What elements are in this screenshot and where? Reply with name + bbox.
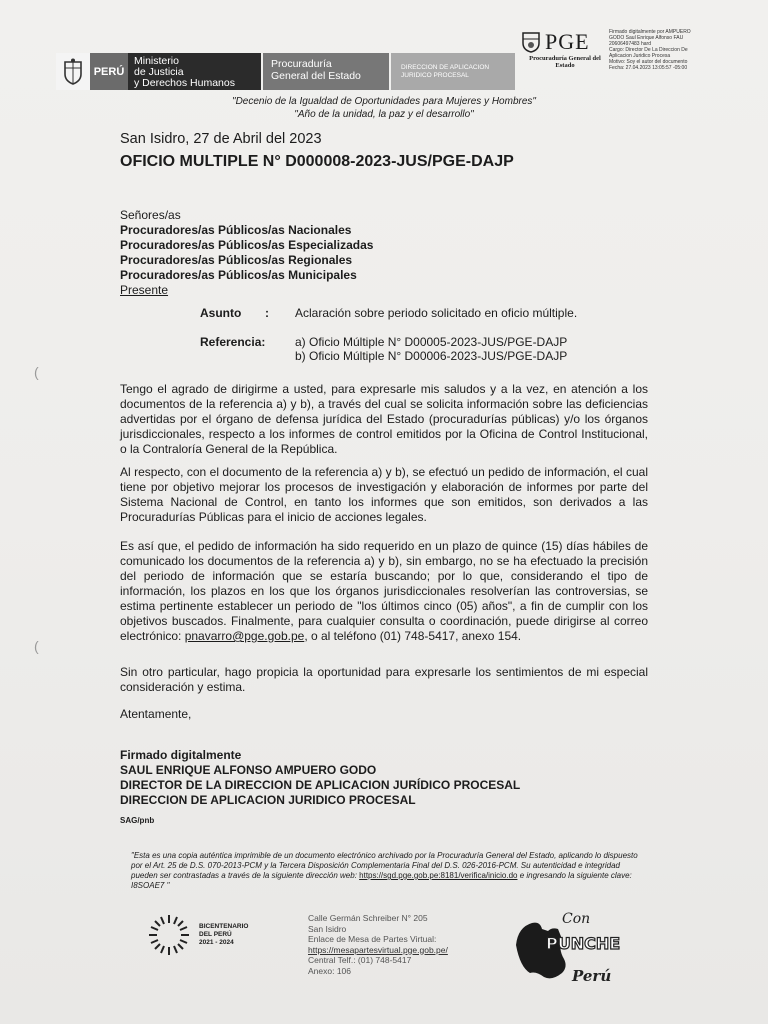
asunto-colon: :	[265, 306, 269, 320]
digital-signature-stamp: Firmado digitalmente por AMPUERO GODO Saul Enrique Alfonso FAU 20606497483 hard Cargo: Director De La Direccion De Aplicacion Juridico Procesa Motivo: Soy el autor del documento Fecha: 27.04.2023 13:05:57 -05:00	[609, 29, 691, 71]
closing: Atentamente,	[120, 707, 192, 721]
verification-link[interactable]: https://sgd.pge.gob.pe:8181/verifica/inicio.do	[359, 871, 518, 880]
asunto-label: Asunto	[200, 306, 242, 320]
svg-text:PUNCHE: PUNCHE	[546, 934, 621, 953]
referencia-item: b) Oficio Múltiple N° D00006-2023-JUS/PGE-DAJP	[295, 349, 568, 363]
punch-hole-mark: (	[34, 638, 39, 654]
recipient-line: Procuradores/as Públicos/as Municipales	[120, 268, 357, 282]
procuraduria-label: Procuraduría General del Estado	[263, 53, 389, 90]
pge-subtitle: Procuraduría General del Estado	[529, 55, 601, 69]
oficio-number: OFICIO MULTIPLE N° D000008-2023-JUS/PGE-DAJP	[120, 153, 514, 170]
authenticity-note: "Esta es una copia auténtica imprimible de un documento electrónico archivado por la Procuraduría General del Estado, aplicando lo dispuesto por el Art. 25 de D.S. 070-2013-PCM y la Tercera Disposición Complementaria Final del D.S. 026-2016-PCM. Su autenticidad e integridad pueden ser contrastadas a través de la siguiente dirección web: https://sgd.pge.gob.pe:8181/verifica/inicio.do e ingresando la siguiente clave: I8SOAE7 "	[131, 851, 638, 890]
recipients-block	[120, 208, 373, 298]
direccion-label: DIRECCION DE APLICACION JURIDICO PROCESAL	[391, 53, 515, 90]
referencia-label: Referencia:	[200, 335, 266, 349]
decade-quote: "Decenio de la Igualdad de Oportunidades para Mujeres y Hombres"	[232, 96, 536, 107]
signer-block: Firmado digitalmente SAUL ENRIQUE ALFONSO AMPUERO GODO DIRECTOR DE LA DIRECCION DE APLICACION JURÍDICO PROCESAL DIRECCION DE APLICACION JURIDICO PROCESAL	[120, 748, 521, 807]
paragraph-3: Es así que, el pedido de información ha sido requerido en un plazo de quince (15) días hábiles de comunicado los documentos de la referencia a) y b), sin embargo, no se ha efectuado la precisión del periodo de información que se estaría buscando; por lo que, considerando el tipo de información, los plazos en los que los órganos jurisdiccionales resolverían las controversias, se estima pertinente establecer un periodo de "los últimos cinco (05) años", a fin de cumplir con los objetivos buscados. Finalmente, para cualquier consulta o coordinación, puede dirigirse al correo electrónico: pnavarro@pge.gob.pe, o al teléfono (01) 748-5417, anexo 154.	[120, 539, 648, 643]
mesa-partes-link[interactable]: https://mesapartesvirtual.pge.gob.pe/	[308, 944, 448, 955]
bicentenario-logo: BICENTENARIO DEL PERÚ 2021 - 2024	[147, 913, 248, 957]
pge-text: PGE	[545, 29, 590, 54]
paragraph-4: Sin otro particular, hago propicia la oportunidad para expresarle los sentimientos de mi especial consideración y estima.	[120, 665, 648, 694]
document-date: San Isidro, 27 de Abril del 2023	[120, 131, 322, 147]
paragraph-2: Al respecto, con el documento de la referencia a) y b), se efectuó un pedido de información, el cual tiene por objetivo mejorar los procesos de investigación y elaboración de informes por parte del Sistema Nacional de Control, en tanto los informes que son emitidos, son derivados a las Procuradurías Públicas para el inicio de acciones legales.	[120, 465, 648, 524]
paragraph-1: Tengo el agrado de dirigirme a usted, para expresarle mis saludos y a la vez, en atención a los documentos de la referencia a) y b), a través del cual se solicita información sobre las deficiencias advertidas por el órgano de defensa jurídica del Estado (procuradurías públicas) y/o los órganos jurisdiccionales, respecto a los informes de control emitidos por la Oficina de Control Institucional, o la Contraloría General de la República.	[120, 382, 648, 456]
referencia-item: a) Oficio Múltiple N° D00005-2023-JUS/PGE-DAJP	[295, 335, 568, 349]
pge-shield-icon	[521, 30, 541, 54]
pge-logo	[521, 29, 590, 55]
greeting: Señores/as	[120, 208, 181, 222]
bicentenario-icon	[147, 913, 191, 957]
government-header	[56, 53, 515, 90]
con-punche-peru-logo	[512, 905, 622, 991]
year-quote: "Año de la unidad, la paz y el desarrollo"	[294, 109, 474, 120]
contact-block: Calle Germán Schreiber N° 205 San Isidro Enlace de Mesa de Partes Virtual: https://mesapartesvirtual.pge.gob.pe/ Central Telf.: (01) 748-5417 Anexo: 106	[308, 913, 448, 976]
peru-label: PERÚ	[90, 53, 128, 90]
initials: SAG/pnb	[120, 816, 155, 825]
asunto-text: Aclaración sobre periodo solicitado en oficio múltiple.	[295, 306, 578, 320]
recipient-line: Procuradores/as Públicos/as Regionales	[120, 253, 353, 267]
recipient-line: Procuradores/as Públicos/as Especializadas	[120, 238, 374, 252]
punch-hole-mark: (	[34, 364, 39, 380]
svg-text:Con: Con	[562, 911, 591, 927]
contact-email-link[interactable]: pnavarro@pge.gob.pe	[184, 629, 305, 643]
svg-text:Perú: Perú	[572, 967, 612, 985]
presente-label: Presente	[120, 283, 169, 297]
recipient-line: Procuradores/as Públicos/as Nacionales	[120, 223, 352, 237]
ministerio-label: Ministerio de Justicia y Derechos Humanos	[128, 53, 261, 90]
peru-shield-icon	[56, 53, 90, 90]
